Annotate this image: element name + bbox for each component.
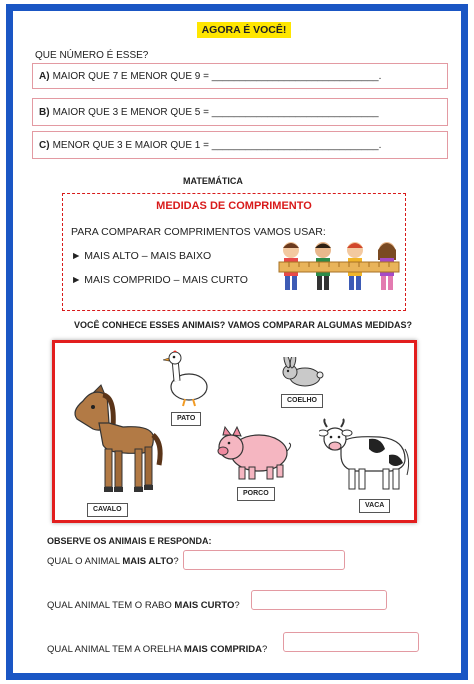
question-a-text: MAIOR QUE 7 E MENOR QUE 9 = ______________________________. bbox=[52, 70, 382, 82]
answer-question-3 bbox=[47, 644, 267, 655]
answer-question-3-suffix: ? bbox=[262, 644, 268, 655]
question-c-letter: C) bbox=[39, 139, 50, 151]
label-pato: PATO bbox=[171, 412, 201, 426]
answer-question-3-bold: MAIS COMPRIDA bbox=[183, 644, 263, 655]
answer-question-2-prefix: QUAL ANIMAL TEM O RABO bbox=[47, 600, 175, 611]
duck-illustration bbox=[163, 349, 213, 409]
header-title: AGORA É VOCÊ! bbox=[197, 22, 291, 38]
answer-question-1 bbox=[47, 556, 179, 567]
answer-input-3[interactable] bbox=[283, 632, 419, 652]
children-holding-ruler-illustration bbox=[275, 238, 403, 298]
measures-item-1: ► MAIS ALTO – MAIS BAIXO bbox=[71, 250, 212, 262]
answer-input-1[interactable] bbox=[183, 550, 345, 570]
answer-question-1-prefix: QUAL O ANIMAL bbox=[47, 556, 123, 567]
cow-illustration bbox=[319, 415, 411, 495]
answer-question-2-bold: MAIS CURTO bbox=[174, 600, 235, 611]
rabbit-illustration bbox=[279, 357, 325, 389]
measures-title: MEDIDAS DE COMPRIMENTO bbox=[156, 200, 312, 212]
animals-box bbox=[52, 340, 417, 523]
label-coelho: COELHO bbox=[281, 394, 323, 408]
pig-illustration bbox=[215, 423, 295, 483]
horse-illustration bbox=[63, 383, 163, 501]
subject-title: MATEMÁTICA bbox=[183, 176, 243, 186]
answer-question-1-suffix: ? bbox=[173, 556, 179, 567]
answer-question-1-bold: MAIS ALTO bbox=[122, 556, 174, 567]
question-a bbox=[32, 63, 448, 89]
number-prompt: QUE NÚMERO É ESSE? bbox=[35, 50, 149, 61]
answer-question-3-prefix: QUAL ANIMAL TEM A ORELHA bbox=[47, 644, 184, 655]
answer-question-2 bbox=[47, 600, 240, 611]
answer-question-2-suffix: ? bbox=[234, 600, 240, 611]
question-b-text: MAIOR QUE 3 E MENOR QUE 5 = ______________________________ bbox=[52, 106, 379, 118]
answer-input-2[interactable] bbox=[251, 590, 387, 610]
question-b bbox=[32, 98, 448, 126]
question-c bbox=[32, 131, 448, 159]
question-a-letter: A) bbox=[39, 70, 50, 82]
measures-item-2: ► MAIS COMPRIDO – MAIS CURTO bbox=[71, 274, 248, 286]
label-porco: PORCO bbox=[237, 487, 275, 501]
observe-title: OBSERVE OS ANIMAIS E RESPONDA: bbox=[47, 536, 212, 546]
question-c-text: MENOR QUE 3 E MAIOR QUE 1 = ______________________________. bbox=[52, 139, 382, 151]
measures-intro: PARA COMPARAR COMPRIMENTOS VAMOS USAR: bbox=[71, 226, 326, 238]
label-cavalo: CAVALO bbox=[87, 503, 128, 517]
question-b-letter: B) bbox=[39, 106, 50, 118]
measures-box bbox=[62, 193, 406, 311]
animals-question: VOCÊ CONHECE ESSES ANIMAIS? VAMOS COMPARAR ALGUMAS MEDIDAS? bbox=[74, 320, 413, 330]
label-vaca: VACA bbox=[359, 499, 390, 513]
